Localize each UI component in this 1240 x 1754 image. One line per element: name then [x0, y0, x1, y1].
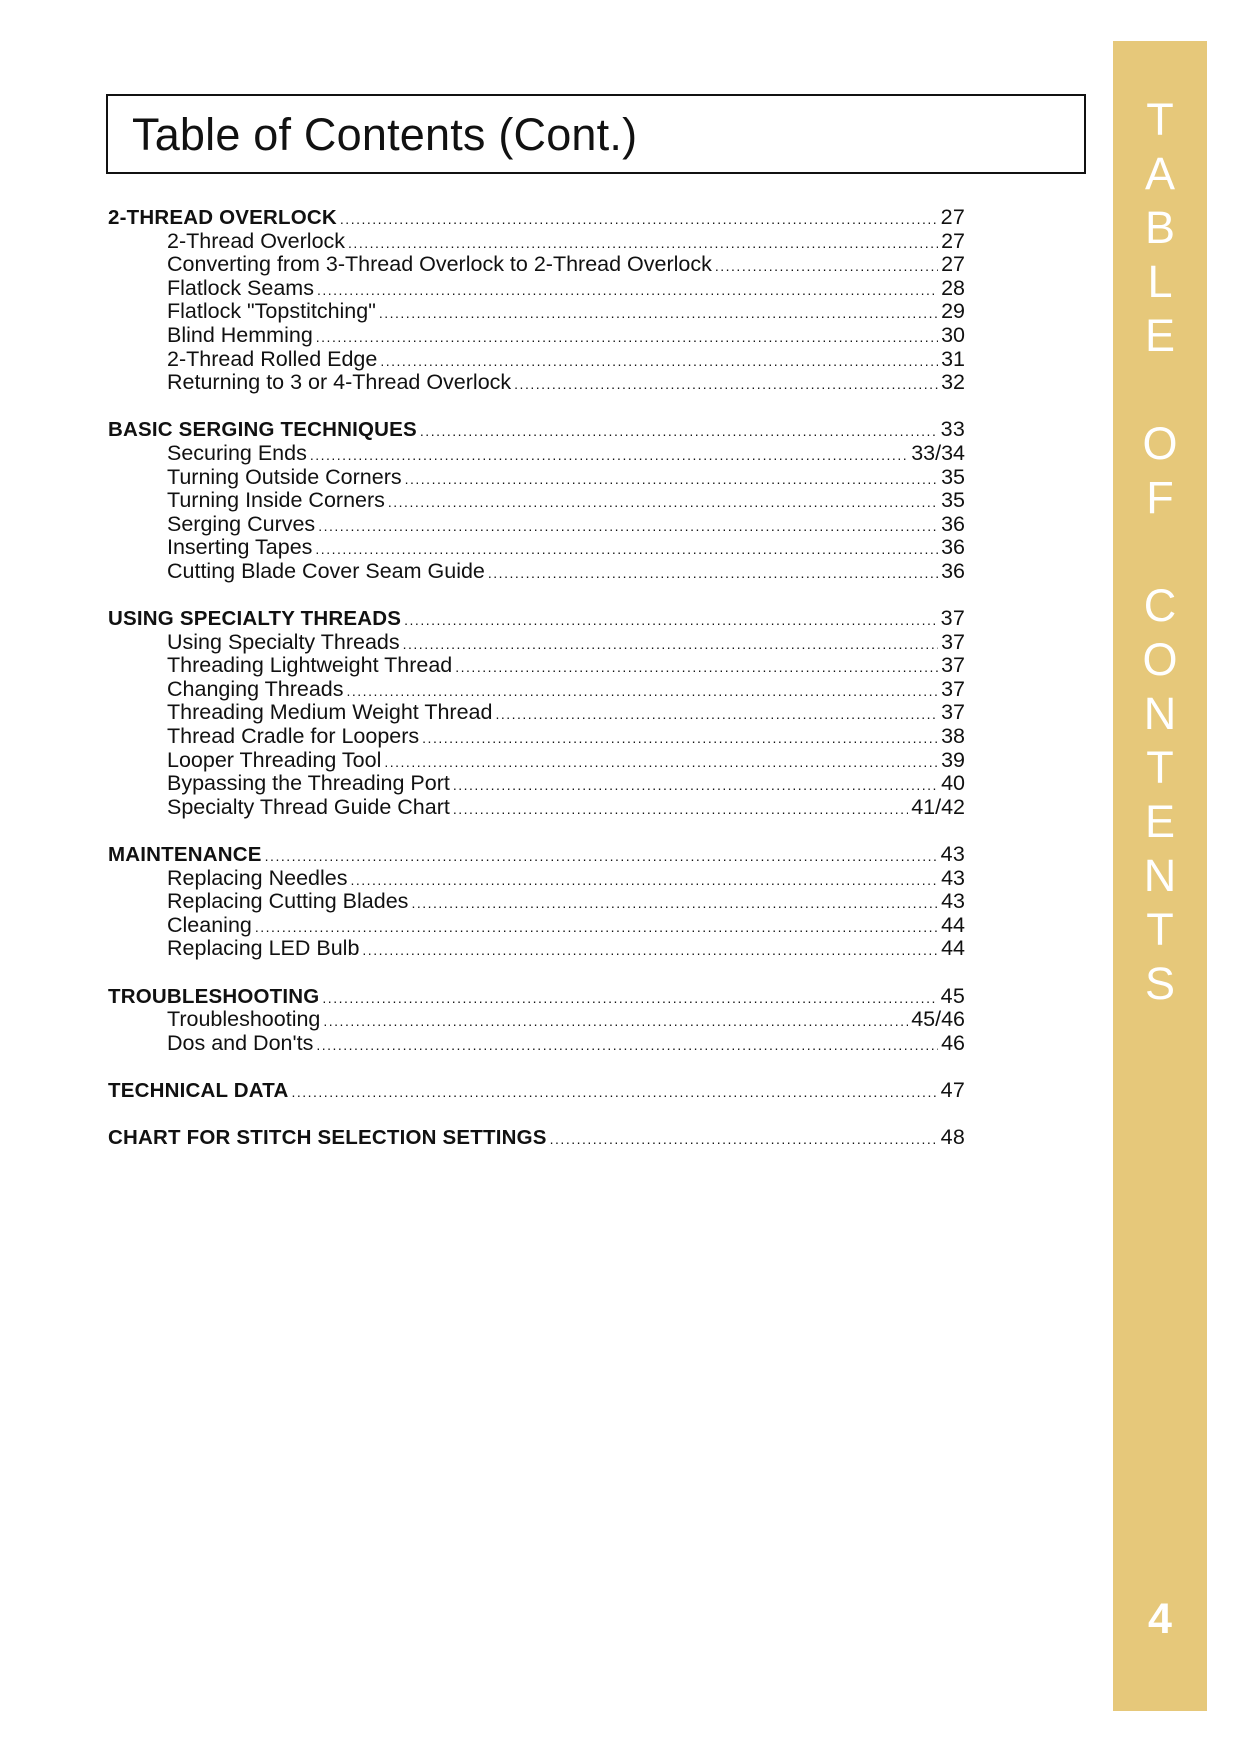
toc-entry-page: 43	[940, 842, 965, 867]
toc-entry	[108, 796, 965, 820]
toc-entry-page: 45	[940, 983, 965, 1008]
toc-entry-page: 37	[941, 700, 965, 725]
vertical-title-letter: E	[1144, 796, 1175, 847]
dot-leader	[362, 939, 938, 963]
toc-entry-page: 48	[940, 1125, 965, 1150]
dot-leader	[323, 1010, 908, 1034]
toc-entry	[108, 371, 965, 395]
toc-entry-page: 38	[941, 724, 965, 749]
toc-entry-page: 37	[941, 629, 965, 654]
toc-entry-label: Replacing LED Bulb	[167, 936, 360, 961]
toc-entry-page: 35	[941, 488, 965, 513]
toc-entry-label: Bypassing the Threading Port	[167, 771, 450, 796]
toc-entry	[108, 867, 965, 891]
toc-entry	[108, 937, 965, 961]
dot-leader	[317, 279, 938, 303]
toc-entry-label: Troubleshooting	[167, 1007, 321, 1032]
toc-entry-page: 43	[941, 865, 965, 890]
toc-entry-label: Threading Medium Weight Thread	[167, 700, 493, 725]
toc-entry-page: 32	[941, 370, 965, 395]
toc-entry	[108, 466, 965, 490]
vertical-title-letter: A	[1144, 148, 1175, 199]
dot-leader	[453, 774, 938, 798]
toc-entry-label: Converting from 3-Thread Overlock to 2-Thread Overlock	[167, 252, 712, 277]
toc-entry-page: 47	[940, 1077, 965, 1102]
toc-section-heading	[108, 607, 965, 631]
toc-section	[108, 418, 965, 583]
toc-entry-label: Inserting Tapes	[167, 535, 313, 560]
dot-leader	[291, 1081, 937, 1105]
toc-entry	[108, 1008, 965, 1032]
toc-entry-page: 29	[941, 299, 965, 324]
toc-section	[108, 1126, 965, 1150]
toc-entry-label: Turning Inside Corners	[167, 488, 385, 513]
vertical-title-letter: T	[1146, 904, 1174, 955]
toc-entry-label: 2-THREAD OVERLOCK	[108, 206, 337, 229]
toc-entry-label: Cleaning	[167, 912, 252, 937]
toc-entry	[108, 230, 965, 254]
vertical-title-letter: T	[1146, 742, 1174, 793]
dot-leader	[488, 562, 938, 586]
toc-entry-page: 33	[940, 417, 965, 442]
toc-entry	[108, 654, 965, 678]
toc-entry-page: 41/42	[911, 794, 965, 819]
toc-entry-label: Thread Cradle for Loopers	[167, 724, 420, 749]
toc-entry	[108, 348, 965, 372]
dot-leader	[403, 633, 938, 657]
toc-entry	[108, 701, 965, 725]
toc-section-heading	[108, 843, 965, 867]
toc-section-heading	[108, 1126, 965, 1150]
dot-leader	[453, 798, 908, 822]
toc-entry-label: Blind Hemming	[167, 322, 313, 347]
toc-entry-label: Using Specialty Threads	[167, 629, 400, 654]
toc-entry-label: BASIC SERGING TECHNIQUES	[108, 418, 417, 442]
toc-entry-page: 43	[941, 889, 965, 914]
toc-entry	[108, 631, 965, 655]
vertical-title-letter: B	[1144, 202, 1175, 253]
vertical-title-letter: E	[1144, 310, 1175, 361]
toc-entry-page: 40	[941, 771, 965, 796]
dot-leader	[340, 208, 938, 232]
vertical-title-letter: L	[1147, 256, 1173, 307]
toc-entry-label: USING SPECIALTY THREADS	[108, 607, 402, 631]
vertical-title-letter: T	[1146, 94, 1174, 145]
toc-entry-label: Threading Lightweight Thread	[167, 653, 453, 678]
dot-leader	[265, 845, 938, 869]
vertical-title-letter: O	[1142, 634, 1178, 685]
toc-entry	[108, 725, 965, 749]
sidebar-tab	[1113, 41, 1207, 1711]
toc-section-heading	[108, 1079, 965, 1103]
toc-entry-page: 39	[941, 747, 965, 772]
toc-entry-label: Cutting Blade Cover Seam Guide	[167, 558, 485, 583]
dot-leader	[322, 987, 937, 1011]
toc-entry-label: Changing Threads	[167, 676, 344, 701]
toc-section-heading	[108, 985, 965, 1009]
dot-leader	[388, 491, 938, 515]
toc-entry-label: TECHNICAL DATA	[108, 1078, 289, 1102]
toc-entry-label: Securing Ends	[167, 440, 307, 465]
toc-entry-label: Specialty Thread Guide Chart	[167, 794, 450, 819]
toc-entry-page: 33/34	[911, 440, 965, 465]
toc-entry-page: 27	[940, 205, 965, 229]
toc-entry-page: 35	[941, 464, 965, 489]
toc-entry-page: 37	[940, 606, 965, 631]
toc-entry-page: 30	[941, 322, 965, 347]
vertical-section-title	[1113, 93, 1207, 1011]
toc-entry	[108, 253, 965, 277]
toc-entry-label: CHART FOR STITCH SELECTION SETTINGS	[108, 1126, 547, 1150]
dot-leader	[316, 326, 938, 350]
toc-entry-page: 44	[941, 936, 965, 961]
toc-entry-label: MAINTENANCE	[108, 843, 262, 867]
toc-entry	[108, 277, 965, 301]
toc-entry	[108, 324, 965, 348]
dot-leader	[550, 1128, 938, 1152]
dot-leader	[455, 656, 938, 680]
toc-entry	[108, 772, 965, 796]
dot-leader	[411, 892, 938, 916]
toc-entry-page: 46	[941, 1030, 965, 1055]
toc-entry-label: 2-Thread Rolled Edge	[167, 346, 378, 371]
dot-leader	[316, 1034, 938, 1058]
toc-entry	[108, 560, 965, 584]
toc-entry-label: Flatlock Seams	[167, 275, 314, 300]
toc-entry	[108, 1032, 965, 1056]
vertical-title-letter: F	[1146, 472, 1174, 523]
vertical-title-letter: S	[1144, 958, 1175, 1009]
toc-entry-label: Turning Outside Corners	[167, 464, 402, 489]
toc-section	[108, 843, 965, 961]
toc-entry	[108, 914, 965, 938]
dot-leader	[495, 703, 938, 727]
page-number: 4	[1148, 1595, 1172, 1643]
vertical-title-letter: O	[1142, 418, 1178, 469]
toc-section	[108, 607, 965, 819]
dot-leader	[318, 515, 938, 539]
toc-entry-page: 27	[941, 252, 965, 277]
toc-entry	[108, 678, 965, 702]
toc-section	[108, 206, 965, 395]
toc-entry-page: 37	[941, 653, 965, 678]
toc-entry	[108, 300, 965, 324]
vertical-title-letter: N	[1143, 688, 1177, 739]
dot-leader	[514, 373, 938, 397]
dot-leader	[420, 420, 938, 444]
toc-entry-page: 28	[941, 275, 965, 300]
toc-entry-page: 36	[941, 535, 965, 560]
toc-entry-label: Replacing Needles	[167, 865, 348, 890]
toc-entry-page: 36	[941, 558, 965, 583]
toc-entry-page: 45/46	[911, 1007, 965, 1032]
vertical-title-letter: C	[1143, 580, 1177, 631]
toc-entry-page: 36	[941, 511, 965, 536]
dot-leader	[404, 609, 938, 633]
toc-entry-label: Flatlock "Topstitching"	[167, 299, 376, 324]
page-title: Table of Contents (Cont.)	[132, 109, 638, 160]
toc-section-heading	[108, 418, 965, 442]
toc-section	[108, 1079, 965, 1103]
toc-entry-label: Looper Threading Tool	[167, 747, 382, 772]
dot-leader	[379, 302, 938, 326]
dot-leader	[350, 869, 938, 893]
toc-entry-label: 2-Thread Overlock	[167, 228, 346, 253]
toc-entry	[108, 489, 965, 513]
vertical-title-letter: N	[1143, 850, 1177, 901]
table-of-contents	[108, 206, 965, 1173]
dot-leader	[310, 444, 908, 468]
toc-entry-label: TROUBLESHOOTING	[108, 984, 320, 1008]
toc-section-heading	[108, 206, 965, 230]
toc-entry-page: 27	[941, 228, 965, 253]
dot-leader	[384, 751, 938, 775]
title-box	[106, 94, 1086, 174]
toc-entry-label: Serging Curves	[167, 511, 316, 536]
dot-leader	[422, 727, 938, 751]
toc-entry-page: 31	[941, 346, 965, 371]
toc-entry-label: Dos and Don'ts	[167, 1030, 314, 1055]
toc-entry	[108, 749, 965, 773]
toc-entry-label: Replacing Cutting Blades	[167, 889, 409, 914]
toc-entry-page: 44	[941, 912, 965, 937]
toc-entry	[108, 536, 965, 560]
toc-section	[108, 985, 965, 1056]
dot-leader	[715, 255, 938, 279]
toc-entry	[108, 890, 965, 914]
toc-entry-label: Returning to 3 or 4-Thread Overlock	[167, 370, 512, 395]
toc-entry	[108, 442, 965, 466]
toc-entry	[108, 513, 965, 537]
toc-entry-page: 37	[941, 676, 965, 701]
dot-leader	[405, 468, 938, 492]
